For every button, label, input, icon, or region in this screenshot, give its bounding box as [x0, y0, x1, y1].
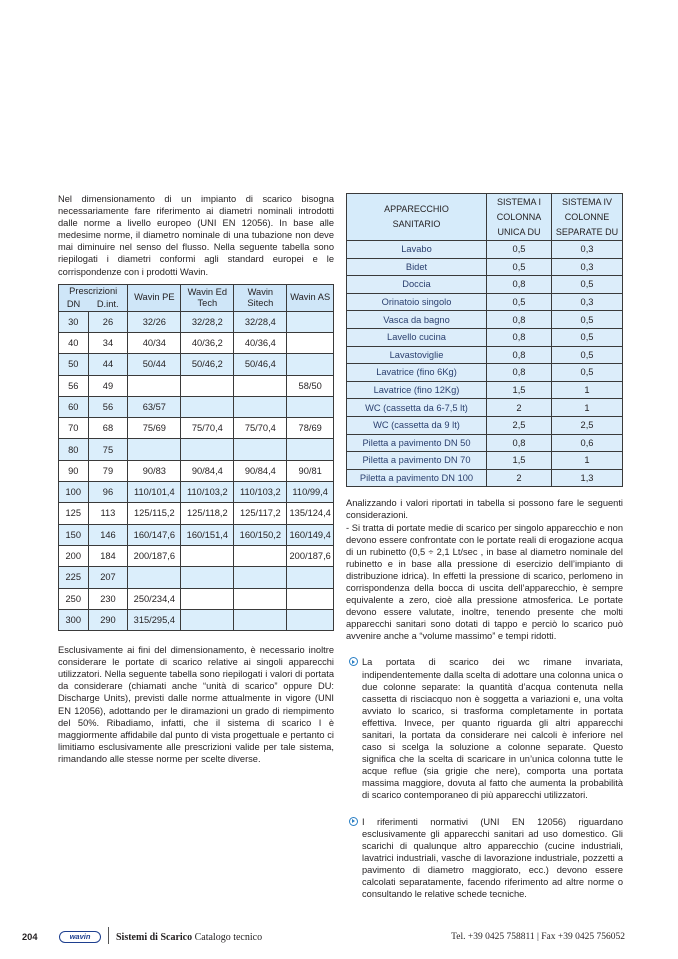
- table-cell: 0,5: [487, 258, 552, 276]
- table-row: [59, 524, 334, 545]
- table-cell: Orinatoio singolo: [347, 293, 487, 311]
- table-cell: Doccia: [347, 276, 487, 294]
- table-cell: 113: [88, 503, 128, 524]
- table-cell: 1: [552, 381, 623, 399]
- diameters-table-body: [59, 311, 334, 630]
- table-cell: 75/70,4: [234, 418, 287, 439]
- table-cell: [234, 439, 287, 460]
- header-s4-line2: COLONNE: [564, 211, 610, 222]
- table-cell: 110/103,2: [234, 482, 287, 503]
- table-row: [347, 241, 623, 259]
- table-row: [347, 434, 623, 452]
- header-app-line1: APPARECCHIO: [384, 204, 449, 214]
- table-cell: Lavatrice (fino 6Kg): [347, 364, 487, 382]
- table-row: [347, 258, 623, 276]
- discharge-units-table-body: [347, 241, 623, 487]
- table-cell: 0,3: [552, 241, 623, 259]
- table-cell: 50: [59, 354, 89, 375]
- table-row: [59, 332, 334, 353]
- table-cell: 300: [59, 609, 89, 630]
- table-cell: 150: [59, 524, 89, 545]
- header-s1-line3: UNICA DU: [497, 226, 541, 237]
- footer-title-rest: Catalogo tecnico: [194, 932, 263, 943]
- table-cell: [287, 354, 334, 375]
- table-cell: Piletta a pavimento DN 50: [347, 434, 487, 452]
- table-row: [59, 609, 334, 630]
- table-cell: 125/117,2: [234, 503, 287, 524]
- table-cell: 50/46,2: [181, 354, 234, 375]
- table-cell: 200/187,6: [287, 545, 334, 566]
- table-cell: 0,8: [487, 276, 552, 294]
- table-cell: 2: [487, 469, 552, 487]
- header-apparecchio: [347, 194, 487, 241]
- table-row: [59, 311, 334, 332]
- table-cell: 160/149,4: [287, 524, 334, 545]
- table-cell: 68: [88, 418, 128, 439]
- table-cell: 2,5: [552, 416, 623, 434]
- header-wavin-ed-tech: [181, 284, 234, 311]
- header-si-line2: Sitech: [247, 297, 274, 308]
- header-wavin-pe: Wavin PE: [128, 284, 181, 311]
- table-cell: 75/69: [128, 418, 181, 439]
- table-row: [347, 311, 623, 329]
- table-cell: 315/295,4: [128, 609, 181, 630]
- table-cell: Piletta a pavimento DN 70: [347, 452, 487, 470]
- header-s4-line1: SISTEMA IV: [561, 196, 612, 207]
- table-cell: 1: [552, 399, 623, 417]
- table-cell: 1,5: [487, 452, 552, 470]
- table-cell: [234, 567, 287, 588]
- wavin-logo: wavin: [59, 931, 101, 943]
- header-ed-line1: Wavin Ed: [187, 286, 228, 297]
- analysis-paragraph: Analizzando i valori riportati in tabella si possono fare le seguenti considerazioni.: [346, 498, 623, 521]
- table-cell: 110/99,4: [287, 482, 334, 503]
- table-cell: [287, 311, 334, 332]
- header-prescrizioni: Prescrizioni: [59, 284, 128, 298]
- table-row: [347, 328, 623, 346]
- discharge-units-table: [346, 193, 623, 487]
- table-cell: 40/36,2: [181, 332, 234, 353]
- table-cell: 0,5: [552, 364, 623, 382]
- table-cell: 200/187,6: [128, 545, 181, 566]
- table-cell: [128, 375, 181, 396]
- table-row: [347, 452, 623, 470]
- table-cell: [128, 567, 181, 588]
- table-cell: 125: [59, 503, 89, 524]
- table-cell: 250: [59, 588, 89, 609]
- table-cell: 58/50: [287, 375, 334, 396]
- table-cell: 78/69: [287, 418, 334, 439]
- table-cell: [181, 375, 234, 396]
- table-cell: [287, 588, 334, 609]
- table-cell: 0,5: [552, 276, 623, 294]
- table-cell: 0,3: [552, 258, 623, 276]
- table-row: [347, 416, 623, 434]
- table-cell: 1,3: [552, 469, 623, 487]
- table-row: [347, 399, 623, 417]
- header-si-line1: Wavin: [247, 286, 274, 297]
- table-cell: 135/124,4: [287, 503, 334, 524]
- table-cell: 110/103,2: [181, 482, 234, 503]
- table-cell: 1: [552, 452, 623, 470]
- bullet-wc-text: La portata di scarico dei wc rimane invariata, indipendentemente dalla scelta di adottare una colonna unica o due colonne separate: la quantità d’acqua contenuta nella cassetta di risciacquo non è soggetta a variazioni e, una volta avviato lo scarico, si trasforma completamente in portata effettiva. Invece, per quanto riguarda gli altri apparecchi sanitari, la portata da considerare nei calcoli è inferiore nel caso si scelga la soluzione a colonne separate. Questo significa che la scelta di scaricare in un’unica colonna tutte le acque reflue (sia grigie che nere), comporta una portata massima maggiore, dovuta al fatto che aumenta la probabilità di scarico contemporaneo di più apparecchi utilizzatori.: [362, 657, 623, 801]
- point-paragraph: - Si tratta di portate medie di scarico per singolo apparecchio e non devono essere confrontate con le portate reali di erogazione acqua di un rubinetto (0,5 ÷ 2,1 Lt/sec , in base al diametro nominale del rubinetto e in base alla pressione di esercizio dell’impianto di distribuzione idrica). In effetti la pressione di scarico, perlomeno in corrispondenza della bocca di uscita dell’apparecchio, è sempre equivalente a zero, cioè alla pressione atmosferica. Le portate devono essere valutate, inoltre, tenendo presente che molti apparecchi sanitari sono dotati di tappo e perciò lo scarico può avvenire anche a “volume massimo” e tempi ridotti.: [346, 522, 623, 642]
- table-cell: Piletta a pavimento DN 100: [347, 469, 487, 487]
- footer-title: [116, 932, 262, 943]
- table-cell: 1,5: [487, 381, 552, 399]
- table-cell: 90: [59, 460, 89, 481]
- table-row: [347, 469, 623, 487]
- page-footer: [0, 930, 678, 946]
- table-cell: 0,8: [487, 364, 552, 382]
- table-row: [59, 439, 334, 460]
- table-cell: 125/115,2: [128, 503, 181, 524]
- table-cell: WC (cassetta da 6-7,5 lt): [347, 399, 487, 417]
- table-cell: [234, 609, 287, 630]
- header-sistema-i: [487, 194, 552, 241]
- table-cell: 184: [88, 545, 128, 566]
- bullet-norms-text: I riferimenti normativi (UNI EN 12056) riguardano esclusivamente gli apparecchi sanitari ad uso domestico. Gli scarichi di qualunque altro apparecchio (cucine industriali, lavatrici industriali, vasche di lavorazione industriale, pozzetti a pavimento di diametro maggiorato, ecc.) devono essere calcolati separatamente, facendo riferimento ad altre norme o consultando le relative schede tecniche.: [362, 816, 623, 900]
- table-cell: 50/44: [128, 354, 181, 375]
- table-cell: 96: [88, 482, 128, 503]
- table-cell: Lavello cucina: [347, 328, 487, 346]
- header-s4-line3: SEPARATE DU: [555, 226, 619, 237]
- table-cell: 75/70,4: [181, 418, 234, 439]
- table-cell: 100: [59, 482, 89, 503]
- table-cell: 34: [88, 332, 128, 353]
- table-cell: 0,8: [487, 434, 552, 452]
- table-cell: 60: [59, 396, 89, 417]
- left-column: [58, 193, 334, 765]
- table-row: [347, 346, 623, 364]
- table-cell: 0,6: [552, 434, 623, 452]
- right-column: [346, 193, 623, 900]
- table-cell: 250/234,4: [128, 588, 181, 609]
- table-row: [59, 482, 334, 503]
- table-row: [347, 364, 623, 382]
- table-row: [59, 567, 334, 588]
- page-number: 204: [22, 932, 38, 942]
- header-dint: D.int.: [88, 298, 128, 312]
- table-cell: 0,3: [552, 293, 623, 311]
- table-cell: [234, 545, 287, 566]
- table-cell: 44: [88, 354, 128, 375]
- table-cell: Lavatrice (fino 12Kg): [347, 381, 487, 399]
- table-cell: 32/26: [128, 311, 181, 332]
- table-row: [59, 545, 334, 566]
- table-cell: [181, 588, 234, 609]
- table-cell: 0,8: [487, 346, 552, 364]
- bullet-wc: [346, 656, 623, 801]
- footer-title-bold: Sistemi di Scarico: [116, 932, 193, 943]
- header-dn: DN: [59, 298, 89, 312]
- footer-contact: Tel. +39 0425 758811 | Fax +39 0425 756052: [451, 932, 625, 942]
- table-cell: 90/81: [287, 460, 334, 481]
- intro-paragraph: Nel dimensionamento di un impianto di scarico bisogna necessariamente fare riferimento ai diametri nominali introdotti dalle norme a livello europeo (UNI EN 12056). In base alle medesime norme, il diametro nominale di una tubazione non deve mai diminuire nel senso del flusso. Nella seguente tabella sono riepilogati i diametri conformi agli standard europei e le corrispondenze con i prodotti Wavin.: [58, 194, 334, 277]
- header-ed-line2: Tech: [197, 297, 218, 308]
- table-cell: [287, 396, 334, 417]
- table-cell: [181, 439, 234, 460]
- arrow-circle-icon: [349, 817, 358, 826]
- table-row: [59, 396, 334, 417]
- table-cell: Lavastoviglie: [347, 346, 487, 364]
- table-cell: 32/28,4: [234, 311, 287, 332]
- table-cell: 32/28,2: [181, 311, 234, 332]
- table-cell: 30: [59, 311, 89, 332]
- table-cell: [181, 545, 234, 566]
- table-cell: 2,5: [487, 416, 552, 434]
- table-cell: Lavabo: [347, 241, 487, 259]
- table-cell: [234, 396, 287, 417]
- header-s1-line1: SISTEMA I: [496, 196, 541, 207]
- header-app-line2: SANITARIO: [392, 219, 441, 229]
- table-cell: [287, 439, 334, 460]
- outro-paragraph: Esclusivamente ai fini del dimensionamento, è necessario inoltre considerare le portate di scarico relative ai singoli apparecchi utilizzatori. Nella seguente tabella sono riepilogati i valori di portata da considerare (chiamati anche “unità di scarico” oppure DU: Discharge Units), previsti dalle norme attualmente in vigore (UNI EN 12056), adottando per le diramazioni un grado di riempimento del 50%. Ribadiamo, infatti, che il sistema di scarico I è maggiormente affidabile dal punto di vista progettuale e pertanto ci limitiamo esclusivamente alle prescrizioni valide per tale sistema, rimandando alle stesse norme per scelte diverse.: [58, 645, 334, 764]
- table-cell: [181, 567, 234, 588]
- bullet-norms: [346, 816, 623, 901]
- table-cell: 110/101,4: [128, 482, 181, 503]
- table-row: [59, 460, 334, 481]
- table-cell: 79: [88, 460, 128, 481]
- table-cell: [287, 332, 334, 353]
- table-cell: [128, 439, 181, 460]
- table-row: [347, 381, 623, 399]
- header-sistema-iv: [552, 194, 623, 241]
- table-row: [59, 503, 334, 524]
- header-s1-line2: COLONNA: [496, 211, 542, 222]
- table-row: [347, 293, 623, 311]
- footer-divider: [108, 927, 109, 944]
- table-cell: 40/36,4: [234, 332, 287, 353]
- table-cell: 50/46,4: [234, 354, 287, 375]
- table-cell: 75: [88, 439, 128, 460]
- table-cell: [287, 609, 334, 630]
- table-cell: 49: [88, 375, 128, 396]
- table-row: [59, 588, 334, 609]
- table-cell: 207: [88, 567, 128, 588]
- table-cell: 26: [88, 311, 128, 332]
- table-cell: 0,8: [487, 311, 552, 329]
- diameters-table: [58, 284, 334, 631]
- arrow-circle-icon: [349, 657, 358, 666]
- table-cell: 0,5: [487, 241, 552, 259]
- table-cell: Vasca da bagno: [347, 311, 487, 329]
- table-cell: 290: [88, 609, 128, 630]
- table-row: [59, 418, 334, 439]
- table-cell: 0,5: [552, 346, 623, 364]
- table-cell: [287, 567, 334, 588]
- table-cell: 90/84,4: [234, 460, 287, 481]
- header-wavin-sitech: [234, 284, 287, 311]
- table-cell: 2: [487, 399, 552, 417]
- table-cell: 90/84,4: [181, 460, 234, 481]
- table-cell: 63/57: [128, 396, 181, 417]
- table-cell: 160/147,6: [128, 524, 181, 545]
- table-cell: 230: [88, 588, 128, 609]
- table-cell: WC (cassetta da 9 lt): [347, 416, 487, 434]
- table-cell: 0,5: [487, 293, 552, 311]
- table-cell: [181, 396, 234, 417]
- table-row: [59, 354, 334, 375]
- table-cell: 225: [59, 567, 89, 588]
- table-cell: [234, 375, 287, 396]
- table-cell: 0,5: [552, 328, 623, 346]
- table-cell: 56: [88, 396, 128, 417]
- table-cell: 70: [59, 418, 89, 439]
- header-wavin-as: Wavin AS: [287, 284, 334, 311]
- table-cell: 56: [59, 375, 89, 396]
- table-cell: 146: [88, 524, 128, 545]
- table-cell: 200: [59, 545, 89, 566]
- table-cell: 125/118,2: [181, 503, 234, 524]
- table-cell: 0,5: [552, 311, 623, 329]
- table-cell: [234, 588, 287, 609]
- table-cell: 40: [59, 332, 89, 353]
- table-cell: 90/83: [128, 460, 181, 481]
- table-row: [59, 375, 334, 396]
- table-cell: 80: [59, 439, 89, 460]
- table-cell: 40/34: [128, 332, 181, 353]
- table-cell: 0,8: [487, 328, 552, 346]
- table-cell: Bidet: [347, 258, 487, 276]
- table-cell: 160/150,2: [234, 524, 287, 545]
- table-cell: 160/151,4: [181, 524, 234, 545]
- table-row: [347, 276, 623, 294]
- table-cell: [181, 609, 234, 630]
